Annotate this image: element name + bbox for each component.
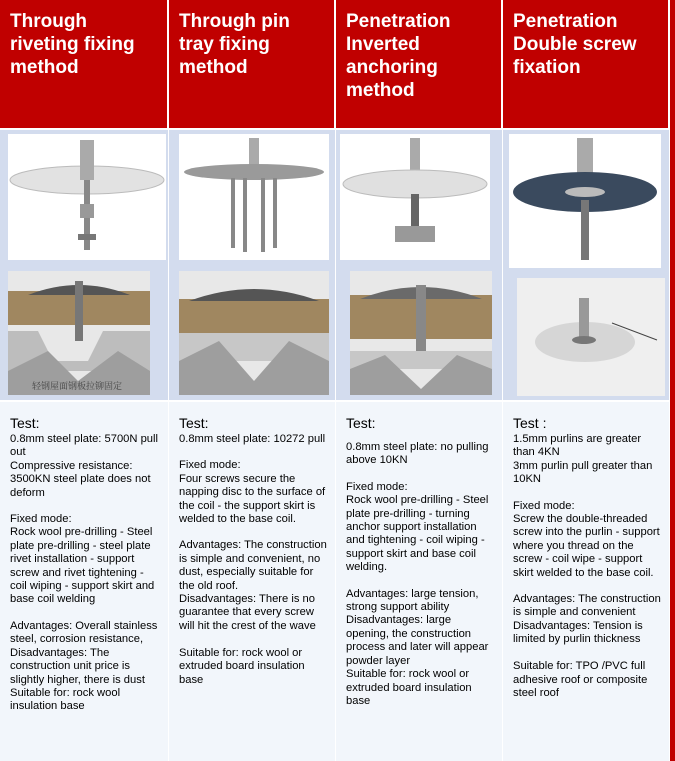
- pin-tray-fastener-photo: [179, 134, 329, 260]
- riveting-fastener-photo: [8, 134, 166, 260]
- test-line: 0.8mm steel plate: 10272 pull: [179, 433, 326, 445]
- test-line: Compressive resistance: 3500KN steel plate does not deform: [10, 459, 151, 499]
- test-line: 1.5mm purlins are greater than 4KN: [513, 433, 642, 459]
- description-cell: [169, 402, 335, 761]
- fixed-mode-text: Fixed mode: Rock wool pre-drilling - Steel plate pre-drilling - turning anchor support installation and tightening - coil wiping - support skirt and base coil welding.: [346, 480, 489, 574]
- description-cell: [0, 402, 168, 761]
- double-screw-fastener-photo: [509, 134, 661, 268]
- test-label: Test:: [10, 415, 40, 431]
- test-label: Test:: [346, 415, 376, 431]
- test-label: Test:: [179, 415, 209, 431]
- test-line: 0.8mm steel plate: 5700N pull out: [10, 433, 159, 459]
- photo-caption: 轻钢屋面钢板拉铆固定: [32, 382, 123, 392]
- advantages-text: Advantages: Overall stainless steel, corrosion resistance, Disadvantages: The construction unit price is slightly higher, there is dust Suitable for: rock wool insulation base: [10, 619, 158, 713]
- fixed-mode-text: Fixed mode: Screw the double-threaded screw into the purlin - support where you thread on the screw - coil wipe - support skirt welded to the base coil.: [513, 499, 660, 579]
- image-cell: [169, 128, 335, 400]
- column-pin-tray: [169, 0, 336, 761]
- column-title: Penetration Inverted anchoring method: [336, 0, 502, 128]
- right-border-strip: [670, 0, 675, 761]
- column-inverted-anchoring: [336, 0, 503, 761]
- column-title: Through riveting fixing method: [0, 0, 168, 128]
- image-cell: [0, 128, 168, 400]
- test-line: 3mm purlin pull greater than 10KN: [513, 459, 653, 486]
- image-cell: [503, 128, 669, 400]
- pin-tray-install-photo: [179, 271, 329, 395]
- test-label: Test :: [513, 415, 547, 431]
- inverted-anchor-fastener-photo: [340, 134, 490, 260]
- advantages-text: Advantages: The construction is simple and convenient, no dust, especially suitable for the old roof. Disadvantages: There is no guarantee that every screw will hit the crest of the wave Suitable for: rock wool or extruded board insulation base: [179, 539, 327, 686]
- column-double-screw: [503, 0, 670, 761]
- column-title: Through pin tray fixing method: [169, 0, 335, 128]
- fixed-mode-text: Fixed mode: Four screws secure the napping disc to the surface of the coil - the support skirt is welded to the base coil.: [179, 459, 326, 526]
- advantages-text: Advantages: The construction is simple and convenient Disadvantages: Tension is limited by purlin thickness Suitable for: TPO /PVC full adhesive roof or composite steel roof: [513, 593, 661, 699]
- fixed-mode-text: Fixed mode: Rock wool pre-drilling - Steel plate pre-drilling - steel plate rivet installation - support screw and rivet tightening - coil wiping - support skirt and base coil welding: [10, 513, 155, 606]
- advantages-text: Advantages: large tension, strong support ability Disadvantages: large opening, the construction process and later will appear powder layer Suitable for: rock wool or extruded board insulation base: [346, 587, 489, 707]
- description-cell: [336, 402, 502, 761]
- test-line: 0.8mm steel plate: no pulling above 10KN: [346, 441, 489, 467]
- description-cell: [503, 402, 669, 761]
- inverted-anchor-install-photo: [350, 271, 492, 395]
- image-cell: [336, 128, 502, 400]
- riveting-install-photo: [8, 271, 150, 395]
- column-title: Penetration Double screw fixation: [503, 0, 669, 128]
- column-riveting: [0, 0, 169, 761]
- double-screw-install-photo: [517, 278, 665, 396]
